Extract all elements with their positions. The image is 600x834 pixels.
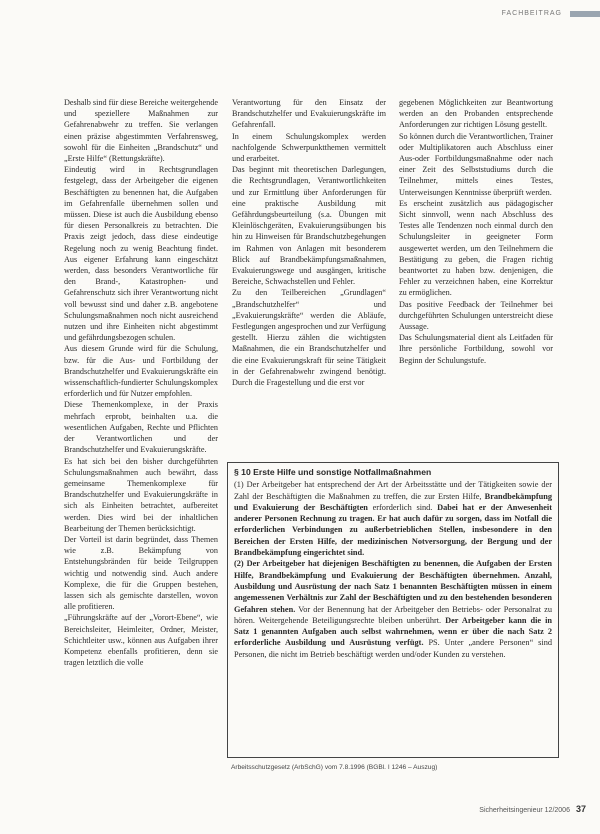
box-paragraph-1	[234, 479, 552, 558]
law-excerpt-box	[227, 462, 559, 758]
paragraph: Deshalb sind für diese Bereiche weitergehende und speziellere Maßnahmen zur Gefahrenabwehr zu treffen. Sie verlangen einen präzise abgestimmten Verfahrensweg, sowohl für die Einheiten „Brandschutz“ und „Erste Hilfe“ (Rettungskräfte).	[64, 98, 218, 164]
paragraph: Aus diesem Grunde wird für die Schulung, bzw. für die Aus- und Fortbildung der Brandschutzhelfer und Evakuierungskräfte ein wissenschaftlich-fundierter Schulungskomplex erforderlich und für Nutzer empfohlen.	[64, 344, 218, 399]
section-label: FACHBEITRAG	[501, 10, 562, 17]
paragraph: Der Vorteil ist darin begründet, dass Themen wie z.B. Bekämpfung von Entstehungsbränden für beide Teilgruppen wichtig und notwendig sind. Auch andere Komplexe, die für die Gruppen bestehen, lassen sich als gemischte darstellen, wovon alle profitieren.	[64, 534, 218, 612]
text-run: (1) Der Arbeitgeber hat entsprechend der Art der Arbeitsstätte und der Tätigkeiten sowie der Zahl der Beschäftigten die Maßnahmen zu treffen, die zur Ersten Hilfe,	[234, 480, 552, 501]
publication-name: Sicherheitsingenieur 12/2006	[479, 807, 570, 814]
paragraph: Das positive Feedback der Teilnehmer bei durchgeführten Schulungen unterstreicht diese Aussage.	[399, 299, 553, 332]
box-title: § 10 Erste Hilfe und sonstige Notfallmaßnahmen	[234, 467, 432, 477]
text-run: Vor der Benennung hat der Arbeitgeber den Betriebs- oder Personalrat zu hören. Weitergehende Beteiligungsrechte bleiben unberührt.	[234, 604, 552, 625]
paragraph: Verantwortung für den Einsatz der Brandschutzhelfer und Evakuierungskräfte im Gefahrenfall.	[232, 98, 386, 130]
paragraph: So können durch die Verantwortlichen, Trainer oder Multiplikatoren auch Abschluss einer Aus-oder Fortbildungsmaßnahme oder nach einer Zeit des Selbststudiums durch die Teilnehmer, mittels eines Testes, Unterweisungen Kenntnisse überprüft werden.	[399, 131, 553, 197]
page-footer	[479, 804, 586, 814]
text-run: PS. Unter „andere Personen“ sind Personen, die nicht im Betrieb beschäftigt werden und/oder Kunden zu verstehen.	[234, 638, 552, 659]
box-paragraph-2	[234, 558, 552, 660]
paragraph: Es erscheint zusätzlich aus pädagogischer Sicht sinnvoll, wenn nach Abschluss des Testes alle Tendenzen noch einmal durch den Schulungsleiter in geeigneter Form ausgewertet werden, um den Teilnehmern die Bestätigung zu geben, die Fragen richtig beantwortet zu haben bzw. denjenigen, die Fehler zu verzeichnen haben, eine Korrektur zu ermöglichen.	[399, 198, 553, 298]
text-run: erforderlich sind.	[367, 502, 438, 512]
paragraph: Zu den Teilbereichen „Grundlagen“ „Brandschutzhelfer“ und „Evakuierungskräfte“ werden die Abläufe, Festlegungen angesprochen und zur Verfügung gestellt. Hierzu zählen die wichtigsten Maßnahmen, die ein Brandschutzhelfer und die eine Evakuierungskraft für seine Tätigkeit in der Gefahrenabwehr zwingend benötigt. Durch die Fragestellung und die erst vor	[232, 288, 387, 388]
paragraph: Das beginnt mit theoretischen Darlegungen, die Rechtsgrundlagen, Verantwortlichkeiten und zur Ermittlung über Anforderungen für eine praktische Ausbildung mit Gefährdungsbeurteilung (s.a. Übungen mit Kleinlöschgeräten, Evakuierungsübungen bis hin zu Hinweisen für Brandschutzbegehungen im Rahmen von Anlagen mit besonderem Blick auf Brandbekämpfungsmaßnahmen, Evakuierungswege und ausgängen, kritische Bereiche, Schwachstellen und Fehler.	[232, 165, 386, 287]
paragraph: In einem Schulungskomplex werden nachfolgende Schwerpunktthemen vermittelt und erarbeitet.	[232, 131, 386, 164]
paragraph: Das Schulungsmaterial dient als Leitfaden für Ihre persönliche Fortbildung, sowohl vor Beginn der Schulungstufe.	[399, 333, 553, 365]
text-column-2	[232, 97, 386, 457]
text-column-1	[64, 97, 218, 807]
section-color-bar	[570, 11, 600, 17]
paragraph: gegebenen Möglichkeiten zur Beantwortung werden an den Probanden entsprechende Anforderungen zur richtigen Lösung gestellt.	[399, 98, 553, 130]
bold-run: (2) Der Arbeitgeber hat diejenigen Beschäftigten zu benennen, die Aufgaben der Ersten Hilfe, Brandbekämpfung und Evakuierung der Beschäftigten übernehmen. Anzahl, Ausbildung und Ausrüstung der nach Satz 1 benannten Beschäftigten müssen in einem angemessenen Verhältnis zur Zahl der Beschäftigten und zu den bestehenden besonderen Gefahren stehen.	[234, 559, 552, 614]
paragraph: Diese Themenkomplexe, in der Praxis mehrfach erprobt, beinhalten u.a. die wesentlichen Aufgaben, Rechte und Pflichten der Verantwortlichen und der Brandschutzhelfer und Evakuierungskräfte.	[64, 400, 218, 455]
box-caption: Arbeitsschutzgesetz (ArbSchG) vom 7.8.1996 (BGBl. I 1246 – Auszug)	[231, 764, 438, 771]
paragraph: Es hat sich bei den bisher durchgeführten Schulungsmaßnahmen auch bewährt, dass gemeinsame Themenkomplexe für Brandschutzhelfer und Evakuierungskräfte in sich als Einheiten betrachtet, aufbereitet werden. Dies wird bei der inhaltlichen Bearbeitung der Themen berücksichtigt.	[64, 456, 218, 533]
paragraph: „Führungskräfte auf der „Vorort-Ebene“, wie Bereichsleiter, Heimleiter, Ordner, Meister, Schichtleiter usw., können aus Aufgaben ihrer Kompetenz ebenfalls profitieren, denn sie tragen letztlich die volle	[64, 613, 218, 668]
text-column-3	[399, 97, 553, 457]
bold-run: Brandbekämpfung und Evakuierung der Beschäftigten	[234, 491, 552, 512]
bold-run: Der Arbeitgeber kann die in Satz 1 genannten Aufgaben auch selbst wahrnehmen, wenn er über die nach Satz 2 erforderliche Ausbildung und Ausrüstung verfügt.	[234, 615, 552, 648]
bold-run: Dabei hat er der Anwesenheit anderer Personen Rechnung zu tragen. Er hat auch dafür zu sorgen, dass im Notfall die erforderlichen Verbindungen zu außerbetrieblichen Stellen, insbesondere in den Bereichen der Ersten Hilfe, der medizinischen Notversorgung, der Bergung und der Brandbekämpfung eingerichtet sind.	[234, 502, 552, 558]
page-number: 37	[575, 804, 586, 814]
paragraph: Eindeutig wird in Rechtsgrundlagen festgelegt, dass der Arbeitgeber die eigenen Beschäftigten zu benennen hat, die Aufgaben im Gefahrenfalle übernehmen sollen und müssen. Diese ist auch die Ausbildung ebenso für diesen Personalkreis zu betrachten. Die Praxis zeigt jedoch, dass diese eindeutige Regelung noch zu wenig Beachtung findet. Aus eigener Erfahrung kann eingeschätzt werden, dass besonders Verantwortliche für den Brand-, Katastrophen- und Gefahrenschutz sich ihrer Verantwortung nicht voll bewusst sind und daher z.B. angebotene Schulungsmaßnahmen noch nicht ausreichend nutzen und ihre Einheiten nicht abgestimmt und gefährdungsbezogen schulen.	[64, 165, 218, 343]
